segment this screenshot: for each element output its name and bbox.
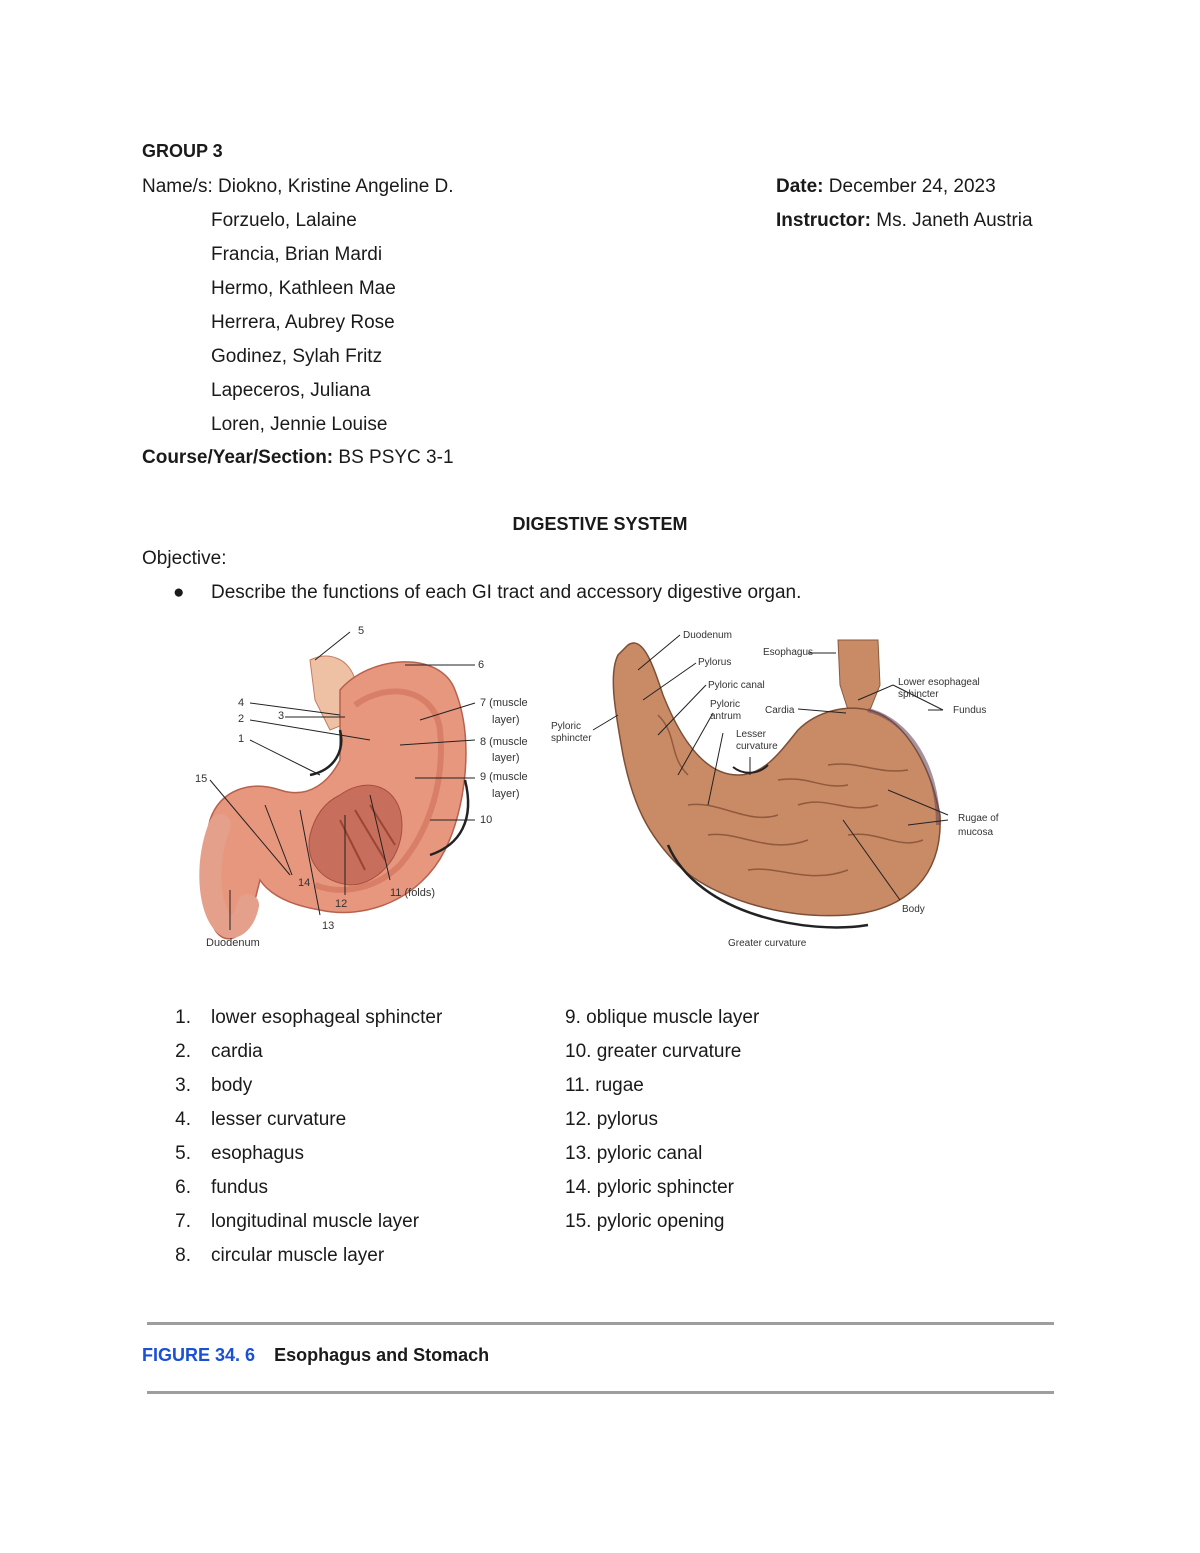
list-num: 1. xyxy=(175,1007,191,1028)
instructor-value: Ms. Janeth Austria xyxy=(876,210,1033,231)
list-item: lesser curvature xyxy=(211,1109,347,1130)
name-3: Francia, Brian Mardi xyxy=(211,244,383,265)
r-les-1: Lower esophageal xyxy=(898,677,980,688)
r-pylorus: Pylorus xyxy=(698,657,732,668)
list-num: 4. xyxy=(175,1109,191,1130)
list-item: circular muscle layer xyxy=(211,1245,385,1266)
date-value: December 24, 2023 xyxy=(828,176,996,197)
fig-layer-8a: 8 (muscle xyxy=(480,736,528,748)
name-4: Hermo, Kathleen Mae xyxy=(211,278,396,299)
caption-bottom-rule xyxy=(147,1391,1054,1394)
fig-num-10: 10 xyxy=(480,814,493,826)
fig-num-6: 6 xyxy=(478,659,485,671)
fig-layer-7b: layer) xyxy=(492,714,520,726)
caption-top-rule xyxy=(147,1322,1054,1325)
fig-num-5: 5 xyxy=(358,625,365,637)
fig-layer-8b: layer) xyxy=(492,752,520,764)
r-esophagus: Esophagus xyxy=(763,647,814,658)
name-7: Lapeceros, Juliana xyxy=(211,380,371,401)
fig-num-13: 13 xyxy=(322,920,335,932)
names-label: Name/s: xyxy=(142,176,213,197)
fig-layer-9a: 9 (muscle xyxy=(480,771,528,783)
stomach-layers-diagram xyxy=(190,620,550,960)
r-rugae-1: Rugae of xyxy=(958,813,999,824)
objective-bullet: Describe the functions of each GI tract and accessory digestive organ. xyxy=(211,582,802,603)
r-pyloric-canal: Pyloric canal xyxy=(708,680,765,691)
fig-num-14: 14 xyxy=(298,877,311,889)
bullet-icon: ● xyxy=(173,582,185,603)
list-item: fundus xyxy=(211,1177,269,1198)
r-les-2: sphincter xyxy=(898,689,939,700)
fig-num-4: 4 xyxy=(238,697,245,709)
fig-num-2: 2 xyxy=(238,713,245,725)
name-6: Godinez, Sylah Fritz xyxy=(211,346,383,367)
name-2: Forzuelo, Lalaine xyxy=(211,210,357,231)
list-item: 14. pyloric sphincter xyxy=(565,1177,734,1198)
course-line xyxy=(142,446,454,470)
figure-number: FIGURE 34. 6 xyxy=(142,1345,256,1365)
r-cardia: Cardia xyxy=(765,705,795,716)
course-label: Course/Year/Section: xyxy=(142,447,334,468)
stomach-layers-figure xyxy=(190,620,550,960)
names-line xyxy=(142,175,454,199)
date-line xyxy=(776,175,996,199)
name-8: Loren, Jennie Louise xyxy=(211,414,388,435)
figure-title: Esophagus and Stomach xyxy=(274,1345,490,1365)
list-num: 8. xyxy=(175,1245,191,1266)
fig-folds: 11 (folds) xyxy=(390,887,436,899)
list-item: 9. oblique muscle layer xyxy=(565,1007,760,1028)
list-item: 10. greater curvature xyxy=(565,1041,742,1062)
r-body: Body xyxy=(902,904,925,915)
course-value: BS PSYC 3-1 xyxy=(338,447,454,468)
section-title: DIGESTIVE SYSTEM xyxy=(512,514,688,534)
list-num: 3. xyxy=(175,1075,191,1096)
list-num: 7. xyxy=(175,1211,191,1232)
fig-layer-9b: layer) xyxy=(492,788,520,800)
list-item: 13. pyloric canal xyxy=(565,1143,703,1164)
fig-num-15: 15 xyxy=(195,773,208,785)
r-pyloric-sph-2: sphincter xyxy=(551,733,592,744)
list-item: 15. pyloric opening xyxy=(565,1211,725,1232)
fig-num-3: 3 xyxy=(278,710,285,722)
r-pyloric-sph-1: Pyloric xyxy=(551,721,582,732)
fig-num-12: 12 xyxy=(335,898,348,910)
list-num: 6. xyxy=(175,1177,191,1198)
date-label: Date: xyxy=(776,176,824,197)
r-fundus: Fundus xyxy=(953,705,987,716)
fig-num-1: 1 xyxy=(238,733,245,745)
list-item: body xyxy=(211,1075,253,1096)
list-num: 2. xyxy=(175,1041,191,1062)
name-1: Diokno, Kristine Angeline D. xyxy=(218,176,454,197)
stomach-interior-figure xyxy=(548,625,1008,955)
list-item: cardia xyxy=(211,1041,263,1062)
list-item: 12. pylorus xyxy=(565,1109,658,1130)
list-item: longitudinal muscle layer xyxy=(211,1211,420,1232)
r-antrum-2: antrum xyxy=(710,711,742,722)
r-greater: Greater curvature xyxy=(728,938,807,949)
figure-caption xyxy=(142,1345,489,1366)
group-title: GROUP 3 xyxy=(142,141,223,161)
list-num: 5. xyxy=(175,1143,191,1164)
r-duodenum: Duodenum xyxy=(683,630,732,641)
fig-layer-7a: 7 (muscle xyxy=(480,697,528,709)
name-5: Herrera, Aubrey Rose xyxy=(211,312,395,333)
r-lesser-2: curvature xyxy=(736,741,778,752)
list-item: lower esophageal sphincter xyxy=(211,1007,443,1028)
instructor-label: Instructor: xyxy=(776,210,871,231)
r-rugae-2: mucosa xyxy=(958,827,994,838)
r-lesser-1: Lesser xyxy=(736,729,767,740)
objective-label: Objective: xyxy=(142,548,227,569)
instructor-line xyxy=(776,209,1033,233)
stomach-interior-diagram xyxy=(548,625,1008,955)
list-item: 11. rugae xyxy=(565,1075,644,1096)
r-antrum-1: Pyloric xyxy=(710,699,741,710)
fig-duodenum: Duodenum xyxy=(206,937,260,949)
list-item: esophagus xyxy=(211,1143,304,1164)
stomach-body-shape xyxy=(613,643,940,916)
